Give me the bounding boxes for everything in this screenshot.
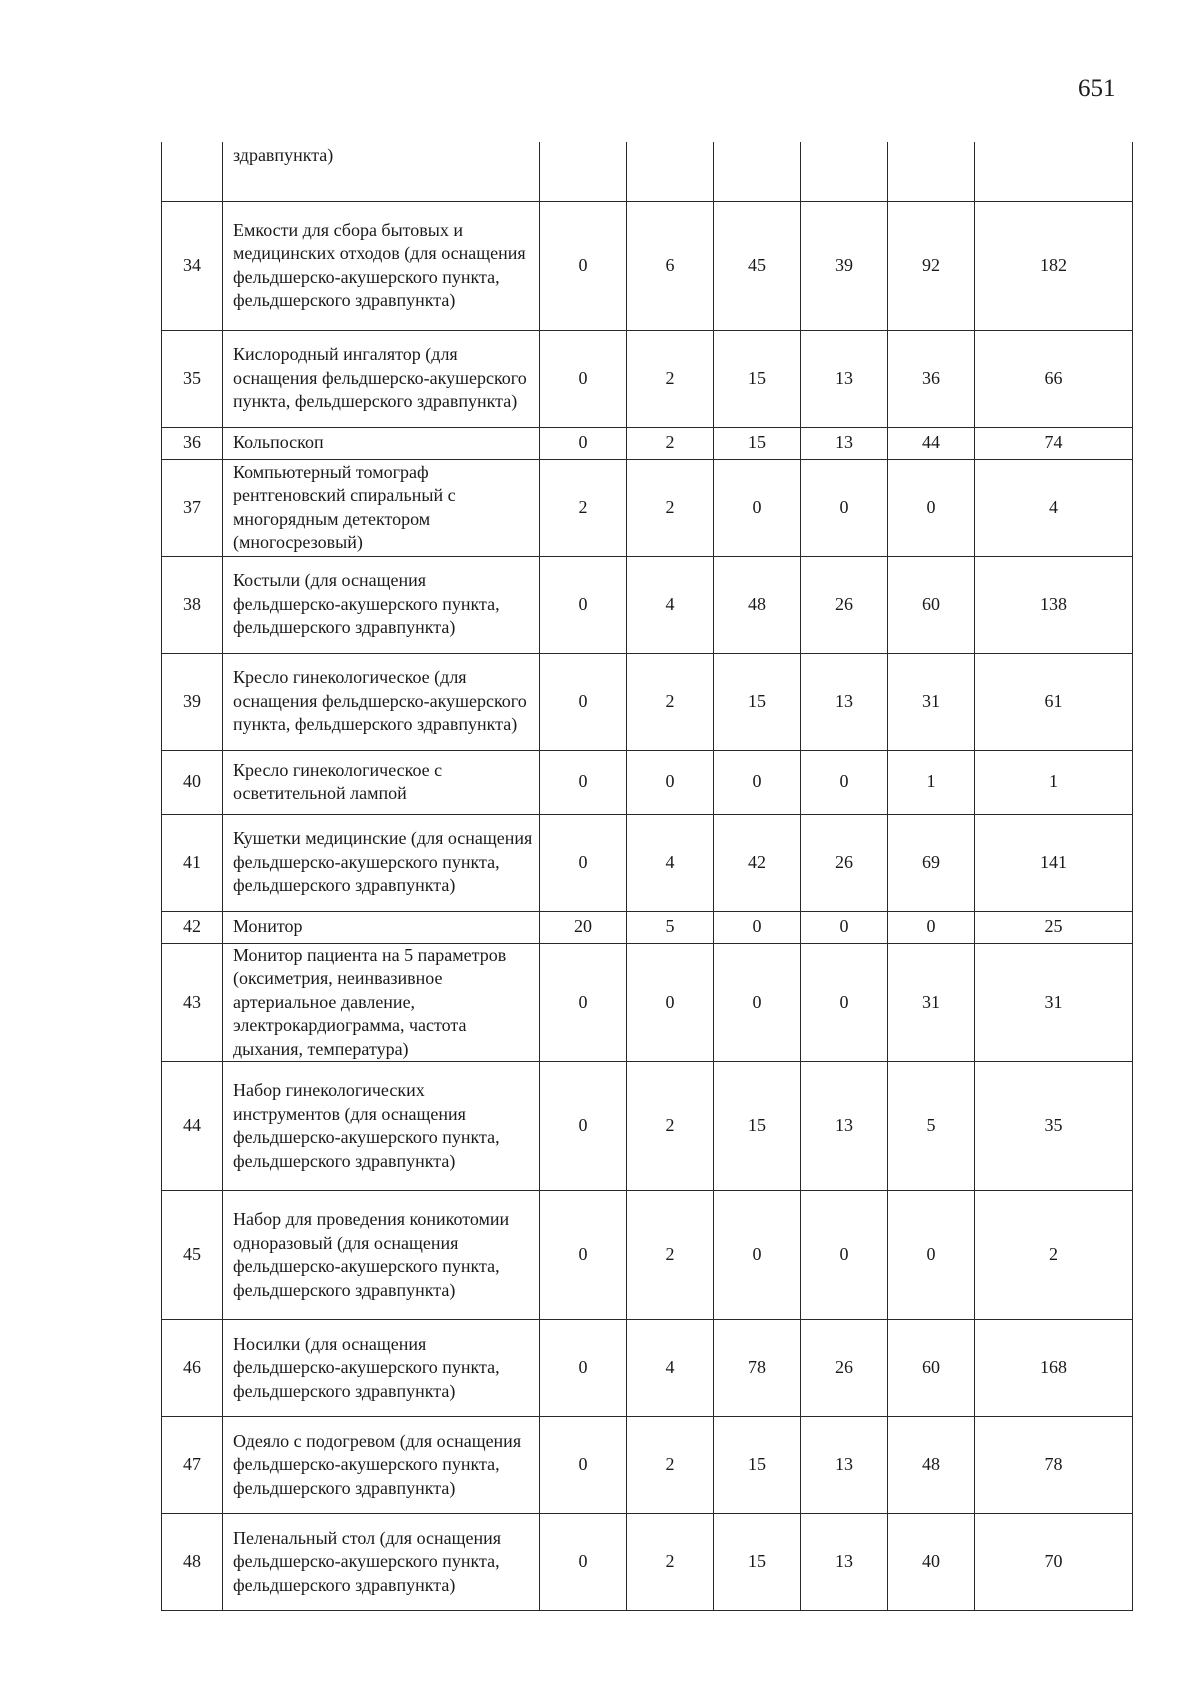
value-cell: 60 [888, 1320, 975, 1417]
value-cell: 13 [801, 653, 888, 750]
value-cell: 0 [540, 556, 627, 653]
page-number: 651 [1078, 75, 1116, 102]
table-row [162, 201, 1133, 330]
total-value: 61 [975, 653, 1133, 750]
value-cell: 0 [888, 459, 975, 556]
equipment-name: Монитор [223, 911, 540, 943]
total-value: 1 [975, 750, 1133, 814]
value-cell: 15 [714, 1417, 801, 1514]
equipment-name: Кресло гинекологическое с осветительной лампой [223, 750, 540, 814]
table-row [162, 1062, 1133, 1191]
value-cell: 2 [540, 459, 627, 556]
value-cell: 0 [714, 911, 801, 943]
equipment-table [161, 142, 1133, 1611]
value-cell: 0 [540, 330, 627, 427]
value-cell: 69 [888, 814, 975, 911]
value-cell: 0 [801, 911, 888, 943]
value-cell: 0 [540, 653, 627, 750]
table-row [162, 653, 1133, 750]
value-cell: 0 [714, 1191, 801, 1320]
value-cell: 2 [627, 459, 714, 556]
value-cell: 0 [627, 943, 714, 1062]
table-row [162, 911, 1133, 943]
row-number: 39 [162, 653, 223, 750]
value-cell: 2 [627, 427, 714, 459]
value-cell: 44 [888, 427, 975, 459]
value-cell [714, 142, 801, 201]
value-cell: 26 [801, 814, 888, 911]
value-cell: 15 [714, 1062, 801, 1191]
value-cell: 15 [714, 330, 801, 427]
value-cell: 0 [540, 943, 627, 1062]
total-value: 25 [975, 911, 1133, 943]
total-value: 66 [975, 330, 1133, 427]
equipment-name: Компьютерный томограф рентгеновский спиральный с многорядным детектором (многосрезовый) [223, 459, 540, 556]
table-row [162, 1320, 1133, 1417]
table-row [162, 814, 1133, 911]
table-row [162, 750, 1133, 814]
row-number: 35 [162, 330, 223, 427]
row-number [162, 142, 223, 201]
value-cell: 26 [801, 556, 888, 653]
table-row [162, 943, 1133, 1062]
value-cell: 78 [714, 1320, 801, 1417]
value-cell: 4 [627, 556, 714, 653]
value-cell: 2 [627, 1514, 714, 1611]
total-value: 138 [975, 556, 1133, 653]
row-number: 46 [162, 1320, 223, 1417]
value-cell: 13 [801, 330, 888, 427]
table-row [162, 1191, 1133, 1320]
value-cell: 31 [888, 943, 975, 1062]
table-row [162, 459, 1133, 556]
equipment-name: здравпункта) [223, 142, 540, 201]
value-cell: 0 [540, 1417, 627, 1514]
value-cell: 60 [888, 556, 975, 653]
value-cell: 2 [627, 1062, 714, 1191]
value-cell: 0 [540, 1191, 627, 1320]
total-value: 31 [975, 943, 1133, 1062]
value-cell: 6 [627, 201, 714, 330]
value-cell: 48 [714, 556, 801, 653]
equipment-name: Одеяло с подогревом (для оснащения фельдшерско-акушерского пункта, фельдшерского здравпункта) [223, 1417, 540, 1514]
value-cell [627, 142, 714, 201]
value-cell: 48 [888, 1417, 975, 1514]
value-cell: 0 [540, 427, 627, 459]
value-cell: 0 [540, 814, 627, 911]
equipment-name: Емкости для сбора бытовых и медицинских отходов (для оснащения фельдшерско-акушерского пункта, фельдшерского здравпункта) [223, 201, 540, 330]
value-cell: 0 [540, 1062, 627, 1191]
row-number: 41 [162, 814, 223, 911]
value-cell: 0 [540, 750, 627, 814]
value-cell: 26 [801, 1320, 888, 1417]
equipment-name: Костыли (для оснащения фельдшерско-акушерского пункта, фельдшерского здравпункта) [223, 556, 540, 653]
value-cell: 4 [627, 814, 714, 911]
row-number: 37 [162, 459, 223, 556]
value-cell: 13 [801, 1062, 888, 1191]
value-cell: 0 [801, 1191, 888, 1320]
row-number: 47 [162, 1417, 223, 1514]
equipment-name: Кислородный ингалятор (для оснащения фельдшерско-акушерского пункта, фельдшерского здравпункта) [223, 330, 540, 427]
total-value: 78 [975, 1417, 1133, 1514]
value-cell: 0 [888, 1191, 975, 1320]
value-cell: 0 [540, 1514, 627, 1611]
value-cell: 0 [540, 201, 627, 330]
value-cell: 20 [540, 911, 627, 943]
table-row [162, 556, 1133, 653]
table-row [162, 330, 1133, 427]
equipment-table-body [162, 142, 1133, 1611]
value-cell: 40 [888, 1514, 975, 1611]
total-value: 2 [975, 1191, 1133, 1320]
value-cell: 13 [801, 1417, 888, 1514]
value-cell: 13 [801, 427, 888, 459]
table-row [162, 142, 1133, 201]
equipment-name: Набор гинекологических инструментов (для оснащения фельдшерско-акушерского пункта, фельдшерского здравпункта) [223, 1062, 540, 1191]
row-number: 44 [162, 1062, 223, 1191]
value-cell: 5 [888, 1062, 975, 1191]
value-cell: 13 [801, 1514, 888, 1611]
value-cell: 0 [801, 459, 888, 556]
equipment-name: Набор для проведения коникотомии одноразовый (для оснащения фельдшерско-акушерского пункта, фельдшерского здравпункта) [223, 1191, 540, 1320]
value-cell: 39 [801, 201, 888, 330]
total-value: 4 [975, 459, 1133, 556]
value-cell [540, 142, 627, 201]
equipment-name: Носилки (для оснащения фельдшерско-акушерского пункта, фельдшерского здравпункта) [223, 1320, 540, 1417]
value-cell: 15 [714, 1514, 801, 1611]
value-cell: 0 [714, 750, 801, 814]
value-cell: 2 [627, 1191, 714, 1320]
value-cell [801, 142, 888, 201]
value-cell: 1 [888, 750, 975, 814]
total-value: 74 [975, 427, 1133, 459]
total-value: 35 [975, 1062, 1133, 1191]
row-number: 45 [162, 1191, 223, 1320]
value-cell: 0 [714, 459, 801, 556]
row-number: 43 [162, 943, 223, 1062]
value-cell: 0 [801, 943, 888, 1062]
value-cell: 15 [714, 653, 801, 750]
equipment-name: Кольпоскоп [223, 427, 540, 459]
value-cell: 0 [540, 1320, 627, 1417]
total-value: 70 [975, 1514, 1133, 1611]
value-cell: 0 [627, 750, 714, 814]
row-number: 36 [162, 427, 223, 459]
row-number: 34 [162, 201, 223, 330]
total-value: 141 [975, 814, 1133, 911]
value-cell: 2 [627, 653, 714, 750]
row-number: 38 [162, 556, 223, 653]
equipment-name: Пеленальный стол (для оснащения фельдшерско-акушерского пункта, фельдшерского здравпункта) [223, 1514, 540, 1611]
equipment-name: Кресло гинекологическое (для оснащения фельдшерско-акушерского пункта, фельдшерского здравпункта) [223, 653, 540, 750]
value-cell: 31 [888, 653, 975, 750]
value-cell: 45 [714, 201, 801, 330]
table-row [162, 427, 1133, 459]
value-cell [888, 142, 975, 201]
table-row [162, 1417, 1133, 1514]
row-number: 40 [162, 750, 223, 814]
value-cell: 42 [714, 814, 801, 911]
value-cell: 2 [627, 1417, 714, 1514]
row-number: 42 [162, 911, 223, 943]
row-number: 48 [162, 1514, 223, 1611]
value-cell: 2 [627, 330, 714, 427]
total-value: 168 [975, 1320, 1133, 1417]
equipment-name: Кушетки медицинские (для оснащения фельдшерско-акушерского пункта, фельдшерского здравпункта) [223, 814, 540, 911]
value-cell: 0 [888, 911, 975, 943]
value-cell: 0 [714, 943, 801, 1062]
table-row [162, 1514, 1133, 1611]
value-cell: 5 [627, 911, 714, 943]
value-cell: 4 [627, 1320, 714, 1417]
total-value [975, 142, 1133, 201]
value-cell: 15 [714, 427, 801, 459]
value-cell: 92 [888, 201, 975, 330]
equipment-name: Монитор пациента на 5 параметров (оксиметрия, неинвазивное артериальное давление, электрокардиограмма, частота дыхания, температура) [223, 943, 540, 1062]
total-value: 182 [975, 201, 1133, 330]
value-cell: 36 [888, 330, 975, 427]
value-cell: 0 [801, 750, 888, 814]
